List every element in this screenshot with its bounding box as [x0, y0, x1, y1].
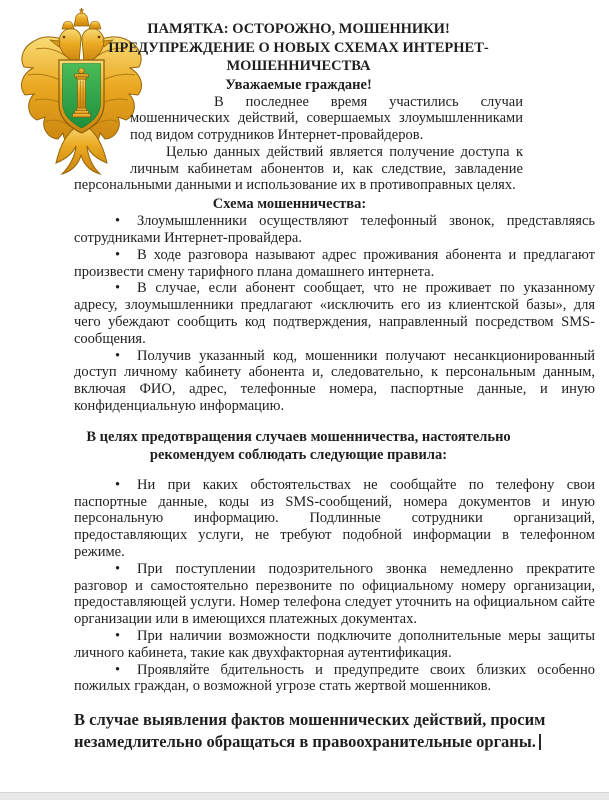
scheme-list-item-3[interactable] — [74, 280, 595, 347]
list-item-text: Получив указанный код, мошенники получают несанкционированный доступ личному кабинету абонента и, следовательно, к персональным данным, включая ФИО, адрес, телефонные номера, паспортные данные, и иную конфиденциальную информацию. — [74, 347, 595, 415]
title-line-1: ПАМЯТКА: ОСТОРОЖНО, МОШЕННИКИ! — [147, 21, 450, 37]
bottom-edge-bar — [0, 792, 609, 800]
rules-list-item-3[interactable] — [74, 628, 595, 662]
rules-heading[interactable] — [74, 428, 595, 465]
intro-paragraph-1[interactable]: В последнее время участились случаи мошеннических действий, совершаемых злоумышленниками под видом сотрудников Интернет-провайдеров. — [130, 93, 523, 144]
bullet-icon: • — [115, 246, 121, 263]
scheme-list-item-1[interactable] — [74, 213, 595, 247]
closing-line-2-wrap — [74, 731, 536, 753]
list-item-text: Проявляйте бдительность и предупредите своих близких особенно пожилых граждан, о возможной угрозе стать жертвой мошенников. — [74, 661, 595, 695]
bullet-icon: • — [115, 476, 121, 493]
rules-list-item-2[interactable] — [74, 561, 595, 628]
bullet-icon: • — [115, 213, 121, 230]
rules-list-item-4[interactable] — [74, 662, 595, 696]
salutation[interactable]: Уважаемые граждане! — [225, 76, 372, 93]
title-line-3: МОШЕННИЧЕСТВА — [226, 58, 371, 74]
text-cursor — [539, 734, 541, 750]
bullet-icon: • — [115, 347, 121, 364]
title-line-2: ПРЕДУПРЕЖДЕНИЕ О НОВЫХ СХЕМАХ ИНТЕРНЕТ- — [108, 39, 489, 56]
emblem-wrap-spacer — [74, 94, 130, 162]
list-item-text: Злоумышленники осуществляют телефонный звонок, представляясь сотрудниками Интернет-провайдера. — [74, 213, 595, 247]
rules-heading-line-1: В целях предотвращения случаев мошенничества, настоятельно — [86, 428, 511, 445]
closing-statement[interactable] — [74, 709, 595, 752]
list-item-text: В случае, если абонент сообщает, что не проживает по указанному адресу, злоумышленники предлагают «исключить его из клиентской базы», для чего убеждают сообщить код подтверждения, направленный посредством SMS-сообщения. — [74, 280, 595, 347]
closing-line-1: В случае выявления фактов мошеннических действий, просим — [74, 710, 546, 730]
list-item-text: При наличии возможности подключите дополнительные меры защиты личного кабинета, такие как двухфакторная аутентификация. — [74, 628, 595, 661]
scheme-list-item-4[interactable] — [74, 348, 595, 415]
rules-heading-line-2: рекомендуем соблюдать следующие правила: — [149, 447, 448, 464]
scheme-list-item-2[interactable] — [74, 247, 595, 281]
rules-list-item-1[interactable] — [74, 477, 595, 561]
bullet-icon: • — [115, 628, 121, 645]
intro-paragraph-2[interactable]: Целью данных действий является получение доступа к личным кабинетам абонентов и, как следствие, завладение персональными данными и использование их в противоправных целях. — [74, 143, 523, 194]
scheme-heading[interactable]: Схема мошенничества: — [212, 196, 367, 213]
bullet-icon: • — [115, 280, 121, 297]
list-item-text: При поступлении подозрительного звонка немедленно прекратите разговор и самостоятельно перезвоните по официальному номеру организации, предоставляющей услуги. Номер телефона следует уточнить на официальном сайте организации или в имеющихся платежных документах. — [74, 560, 595, 628]
closing-line-2: незамедлительно обращаться в правоохранительные органы. — [74, 731, 536, 751]
bullet-icon: • — [115, 560, 121, 577]
list-item-text: В ходе разговора называют адрес проживания абонента и предлагают произвести смену тарифного плана домашнего интернета. — [74, 246, 595, 280]
document-title[interactable] — [74, 20, 595, 76]
bullet-icon: • — [115, 661, 121, 678]
list-item-text: Ни при каких обстоятельствах не сообщайте по телефону свои паспортные данные, коды из SMS-сообщений, номера документов и иную персональную информацию. Подлинные сотрудники организаций, предоставляющих услуги, не требуют подобной информации в телефонном режиме. — [74, 476, 595, 561]
